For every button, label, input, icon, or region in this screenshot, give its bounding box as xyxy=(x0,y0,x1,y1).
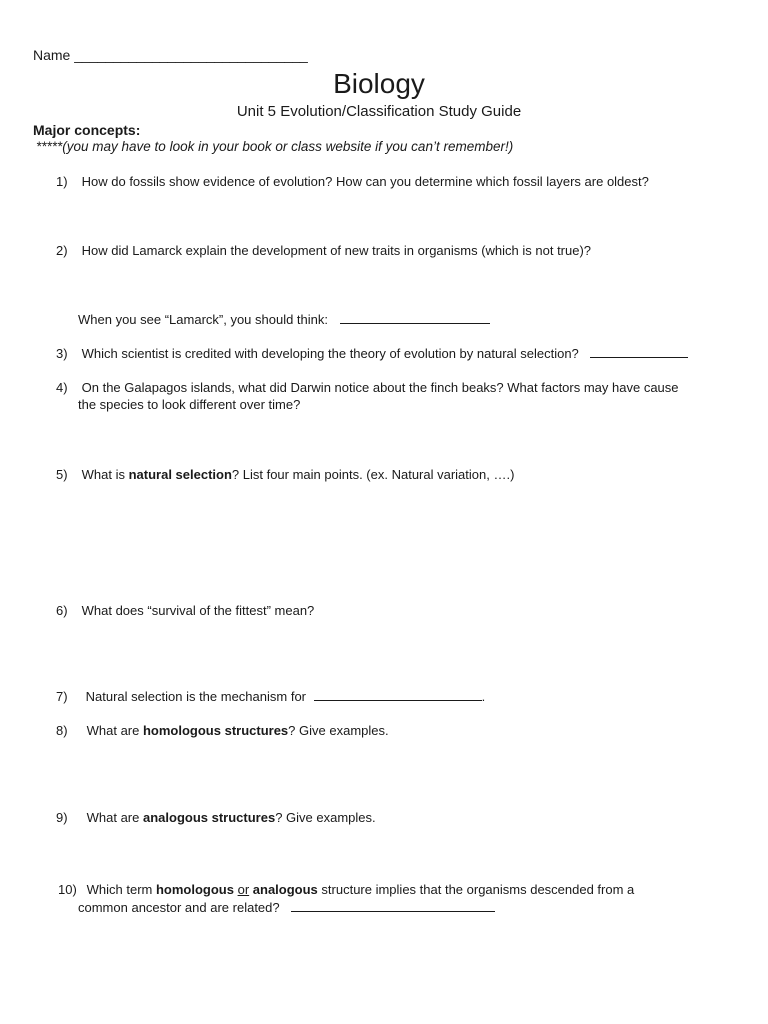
name-field[interactable] xyxy=(33,47,308,63)
question-3: 3) Which scientist is credited with developing the theory of evolution by natural selection? xyxy=(56,345,688,362)
question-7-text: Natural selection is the mechanism for xyxy=(85,689,306,704)
question-3-text: Which scientist is credited with developing the theory of evolution by natural selection? xyxy=(81,346,579,361)
question-2-text: How did Lamarck explain the development of new traits in organisms (which is not true)? xyxy=(81,243,592,258)
question-7: 7) Natural selection is the mechanism for . xyxy=(56,689,486,704)
answer-blank-mechanism[interactable] xyxy=(314,688,482,701)
question-2-followup-text: When you see “Lamarck”, you should think: xyxy=(78,312,329,327)
page-subtitle: Unit 5 Evolution/Classification Study Guide xyxy=(236,103,522,120)
major-concepts-heading: Major concepts: xyxy=(33,122,141,138)
name-blank: ______________________________ xyxy=(74,47,308,63)
term-analogous: analogous xyxy=(252,882,318,897)
question-6-text: What does “survival of the fittest” mean? xyxy=(81,603,315,618)
question-1: 1) How do fossils show evidence of evolution? How can you determine which fossil layers are oldest? xyxy=(56,174,649,189)
question-5: 5) What is natural selection? List four main points. (ex. Natural variation, ….) xyxy=(56,467,515,482)
page-title: Biology xyxy=(333,68,425,99)
question-1-text: How do fossils show evidence of evolution? How can you determine which fossil layers are oldest? xyxy=(81,174,649,189)
answer-blank-related[interactable] xyxy=(291,899,495,912)
question-4: 4) On the Galapagos islands, what did Darwin notice about the finch beaks? What factors may have cause xyxy=(56,380,679,395)
question-10: 10) Which term homologous or analogous structure implies that the organisms descended from a xyxy=(58,882,635,897)
answer-blank-scientist[interactable] xyxy=(590,345,688,358)
answer-blank-lamarck[interactable] xyxy=(340,311,490,324)
name-label: Name xyxy=(33,47,71,63)
word-or: or xyxy=(237,882,250,897)
question-10-line2: common ancestor and are related? xyxy=(78,899,495,916)
question-6: 6) What does “survival of the fittest” mean? xyxy=(56,603,315,618)
question-8: 8) What are homologous structures? Give examples. xyxy=(56,723,389,738)
term-homologous: homologous xyxy=(155,882,234,897)
term-homologous-structures: homologous structures xyxy=(142,723,289,738)
question-2: 2) How did Lamarck explain the development of new traits in organisms (which is not true)? xyxy=(56,243,592,258)
question-9: 9) What are analogous structures? Give examples. xyxy=(56,810,376,825)
question-2-followup xyxy=(78,311,490,328)
term-analogous-structures: analogous structures xyxy=(142,810,276,825)
instruction-note: *****(you may have to look in your book or class website if you can’t remember!) xyxy=(36,139,514,154)
term-natural-selection: natural selection xyxy=(128,467,232,482)
question-4-line2: the species to look different over time? xyxy=(78,397,301,412)
question-4-line1: On the Galapagos islands, what did Darwin notice about the finch beaks? What factors may have cause xyxy=(81,380,679,395)
